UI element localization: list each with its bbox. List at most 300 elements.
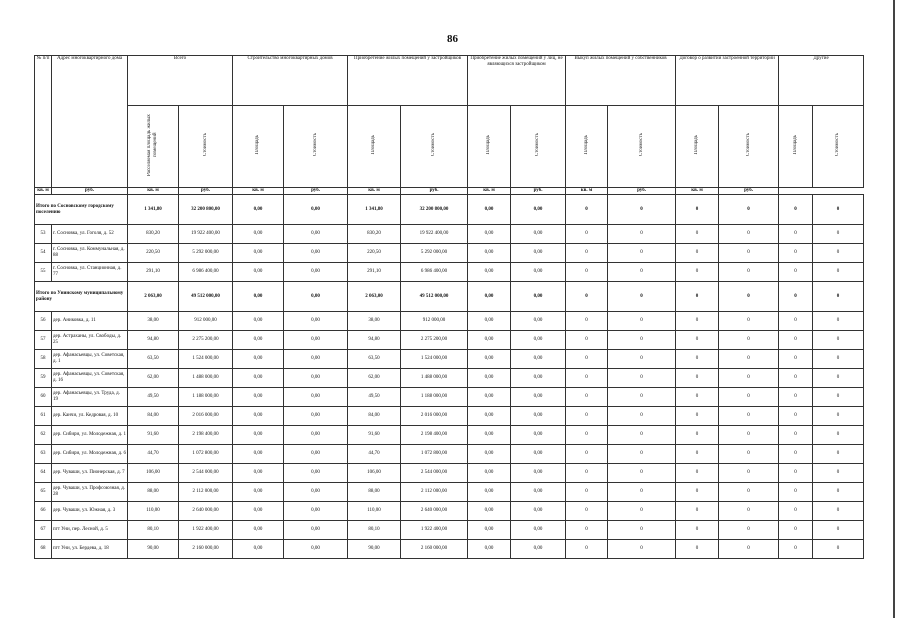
row-address: г. Сосновка, ул. Гоголя, д. 52 (52, 225, 128, 244)
row-number: 56 (35, 312, 52, 331)
value-cell: 88,00 (128, 483, 179, 502)
value-cell: 0 (566, 312, 608, 331)
subheader-row (35, 106, 864, 188)
value-cell: 106,00 (348, 464, 401, 483)
value-cell: 90,00 (128, 540, 179, 559)
row-address: дер. Афанасьевцы, ул. Советская, д. 1 (52, 350, 128, 369)
value-cell: 2 198 400,00 (401, 426, 468, 445)
value-cell: 0 (779, 369, 813, 388)
header-num: № п/п (35, 56, 52, 188)
table-row (35, 263, 864, 282)
value-cell: 0 (566, 225, 608, 244)
value-cell: 0 (566, 464, 608, 483)
subheader-label: Площадь (583, 135, 589, 155)
value-cell: 84,00 (128, 407, 179, 426)
value-cell: 0 (813, 282, 864, 312)
value-cell: 0,00 (511, 350, 566, 369)
value-cell: 0 (566, 502, 608, 521)
row-number: 64 (35, 464, 52, 483)
table-row (35, 464, 864, 483)
value-cell: 0,00 (468, 540, 511, 559)
value-cell: 0,00 (233, 282, 284, 312)
subheader-cell (233, 106, 284, 188)
value-cell: 0,00 (468, 350, 511, 369)
value-cell: 1 072 800,00 (401, 445, 468, 464)
value-cell: 0,00 (233, 540, 284, 559)
value-cell: 0 (608, 540, 676, 559)
subheader-cell (813, 106, 864, 188)
value-cell: 0,00 (468, 521, 511, 540)
value-cell: 0,00 (233, 244, 284, 263)
value-cell: 80,10 (128, 521, 179, 540)
table-row (35, 369, 864, 388)
total-row (35, 282, 864, 312)
value-cell: 1 922 400,00 (401, 521, 468, 540)
value-cell: 32 200 800,00 (401, 195, 468, 225)
value-cell: 0 (608, 331, 676, 350)
value-cell: 1 341,80 (348, 195, 401, 225)
header-group-buyout: Выкуп жилых помещений у собственников (566, 56, 676, 106)
value-cell: 2 198 400,00 (179, 426, 233, 445)
subheader-cell (566, 106, 608, 188)
value-cell: 0 (676, 312, 719, 331)
value-cell: 0,00 (284, 263, 348, 282)
value-cell: 0 (566, 263, 608, 282)
value-cell: 1 072 800,00 (179, 445, 233, 464)
value-cell: 88,00 (348, 483, 401, 502)
table-row (35, 426, 864, 445)
value-cell: 0 (719, 540, 779, 559)
row-number: 61 (35, 407, 52, 426)
value-cell: 0,00 (468, 426, 511, 445)
value-cell: 0 (676, 483, 719, 502)
value-cell: 63,50 (348, 350, 401, 369)
value-cell: 0,00 (511, 312, 566, 331)
value-cell: 0 (813, 483, 864, 502)
value-cell: 0,00 (284, 464, 348, 483)
value-cell: 0 (676, 388, 719, 407)
table-row (35, 502, 864, 521)
value-cell: 62,00 (348, 369, 401, 388)
row-address: дер. Сибири, ул. Молодежная, д. 1 (52, 426, 128, 445)
row-address: г. Сосновка, ул. Станционная, д. 77 (52, 263, 128, 282)
value-cell: 19 922 400,00 (401, 225, 468, 244)
value-cell: 0 (813, 540, 864, 559)
value-cell: 0,00 (511, 263, 566, 282)
value-cell: 0 (566, 282, 608, 312)
value-cell: 0,00 (468, 388, 511, 407)
value-cell: 0 (566, 407, 608, 426)
value-cell: 0,00 (468, 195, 511, 225)
value-cell: 0 (779, 426, 813, 445)
row-number: 53 (35, 225, 52, 244)
row-number: 57 (35, 331, 52, 350)
subheader-cell (179, 106, 233, 188)
value-cell: 0 (608, 282, 676, 312)
value-cell: 0,00 (511, 244, 566, 263)
unit-cell: руб. (284, 188, 348, 195)
value-cell: 0 (813, 388, 864, 407)
value-cell: 0 (779, 331, 813, 350)
margin-line (893, 0, 895, 618)
unit-cell: руб. (401, 188, 468, 195)
value-cell: 63,50 (128, 350, 179, 369)
value-cell: 91,60 (128, 426, 179, 445)
value-cell: 0,00 (468, 282, 511, 312)
value-cell: 0,00 (284, 244, 348, 263)
value-cell: 0,00 (233, 312, 284, 331)
value-cell: 0,00 (511, 445, 566, 464)
value-cell: 0,00 (468, 312, 511, 331)
value-cell: 2 160 000,00 (401, 540, 468, 559)
row-address: дер. Чуваши, ул. Южная, д. 3 (52, 502, 128, 521)
value-cell: 0,00 (511, 464, 566, 483)
value-cell: 0,00 (233, 195, 284, 225)
value-cell: 38,00 (128, 312, 179, 331)
header-group-other: Другие (779, 56, 864, 106)
value-cell: 912 000,00 (401, 312, 468, 331)
row-address: дер. Афанасьевцы, ул. Труда, д. 19 (52, 388, 128, 407)
subheader-label: Стоимость (312, 133, 318, 157)
value-cell: 0 (676, 540, 719, 559)
value-cell: 0 (676, 369, 719, 388)
value-cell: 2 112 000,00 (401, 483, 468, 502)
value-cell: 0,00 (511, 369, 566, 388)
value-cell: 0,00 (468, 483, 511, 502)
value-cell: 110,00 (348, 502, 401, 521)
value-cell: 220,50 (128, 244, 179, 263)
value-cell: 1 188 000,00 (401, 388, 468, 407)
subheader-cell (676, 106, 719, 188)
value-cell: 0 (676, 521, 719, 540)
value-cell: 0 (719, 483, 779, 502)
header-group-non-developers: Приобретение жилых помещений у лиц, не являющихся застройщиком (468, 56, 566, 106)
value-cell: 0,00 (284, 388, 348, 407)
value-cell: 0 (719, 263, 779, 282)
value-cell: 49 512 000,00 (401, 282, 468, 312)
value-cell: 0,00 (468, 369, 511, 388)
value-cell: 0 (779, 464, 813, 483)
row-address: дер. Афанасьевцы, ул. Советская, д. 16 (52, 369, 128, 388)
value-cell: 0 (608, 388, 676, 407)
value-cell: 0,00 (233, 464, 284, 483)
value-cell: 0 (566, 244, 608, 263)
value-cell: 1 524 000,00 (401, 350, 468, 369)
row-address: дер. Канчи, ул. Кедровая, д. 10 (52, 407, 128, 426)
subheader-label: Стоимость (202, 133, 208, 157)
value-cell: 1 488 000,00 (179, 369, 233, 388)
row-address: дер. Чуваши, ул. Пионерская, д. 7 (52, 464, 128, 483)
value-cell: 0 (779, 225, 813, 244)
subheader-cell (608, 106, 676, 188)
value-cell: 0,00 (284, 350, 348, 369)
value-cell: 0 (779, 312, 813, 331)
unit-cell: кв. м (676, 188, 719, 195)
value-cell: 0 (676, 426, 719, 445)
subheader-cell (348, 106, 401, 188)
subheader-label: Расселяемая площадь жилых помещений (147, 114, 158, 176)
subheader-cell (284, 106, 348, 188)
value-cell: 2 063,00 (348, 282, 401, 312)
value-cell: 0,00 (284, 540, 348, 559)
value-cell: 0,00 (284, 225, 348, 244)
row-address: дер. Сибири, ул. Молодежная, д. 6 (52, 445, 128, 464)
table-row (35, 483, 864, 502)
value-cell: 0 (813, 426, 864, 445)
value-cell: 0 (676, 263, 719, 282)
value-cell: 0 (779, 388, 813, 407)
value-cell: 0,00 (233, 445, 284, 464)
unit-cell: кв. м (348, 188, 401, 195)
value-cell: 0 (566, 195, 608, 225)
value-cell: 0 (566, 445, 608, 464)
value-cell: 2 275 200,00 (179, 331, 233, 350)
table-body (35, 56, 864, 559)
row-number: 66 (35, 502, 52, 521)
value-cell: 0,00 (284, 407, 348, 426)
row-number: 65 (35, 483, 52, 502)
table-row (35, 312, 864, 331)
subheader-label: Площадь (694, 135, 700, 155)
value-cell: 0 (779, 502, 813, 521)
value-cell: 0,00 (284, 312, 348, 331)
value-cell: 0 (719, 369, 779, 388)
value-cell: 0,00 (468, 502, 511, 521)
value-cell: 0,00 (233, 225, 284, 244)
page-number: 86 (447, 33, 458, 45)
value-cell: 0,00 (511, 407, 566, 426)
value-cell: 0 (813, 263, 864, 282)
value-cell: 0 (719, 331, 779, 350)
value-cell: 2 016 000,00 (401, 407, 468, 426)
value-cell: 0 (779, 263, 813, 282)
unit-cell: руб. (608, 188, 676, 195)
value-cell: 0,00 (511, 282, 566, 312)
total-label: Итого по Сосновскому городскому поселению (35, 195, 128, 225)
value-cell: 0 (676, 464, 719, 483)
value-cell: 0 (566, 540, 608, 559)
value-cell: 6 986 400,00 (401, 263, 468, 282)
table-row (35, 445, 864, 464)
value-cell: 0,00 (468, 331, 511, 350)
table-row (35, 244, 864, 263)
value-cell: 0,00 (284, 445, 348, 464)
header-group-total: Всего (128, 56, 233, 106)
value-cell: 0 (676, 502, 719, 521)
value-cell: 0,00 (511, 521, 566, 540)
value-cell: 220,50 (348, 244, 401, 263)
value-cell: 0 (779, 195, 813, 225)
value-cell: 0 (676, 225, 719, 244)
value-cell: 830,20 (128, 225, 179, 244)
value-cell: 0 (779, 282, 813, 312)
value-cell: 0 (608, 225, 676, 244)
value-cell: 0 (608, 502, 676, 521)
value-cell: 49,50 (348, 388, 401, 407)
value-cell: 84,00 (348, 407, 401, 426)
value-cell: 1 524 000,00 (179, 350, 233, 369)
value-cell: 0,00 (468, 225, 511, 244)
value-cell: 91,60 (348, 426, 401, 445)
value-cell: 0 (813, 350, 864, 369)
value-cell: 0,00 (233, 331, 284, 350)
value-cell: 0 (813, 407, 864, 426)
value-cell: 291,10 (128, 263, 179, 282)
subheader-cell (401, 106, 468, 188)
row-address: пгт Уни, пер. Лесной, д. 5 (52, 521, 128, 540)
value-cell: 0 (719, 350, 779, 369)
subheader-label: Стоимость (431, 133, 437, 157)
value-cell: 0 (566, 426, 608, 445)
value-cell: 0 (779, 540, 813, 559)
header-row (35, 56, 864, 106)
value-cell: 32 200 800,00 (179, 195, 233, 225)
total-row (35, 195, 864, 225)
value-cell: 106,00 (128, 464, 179, 483)
unit-cell: кв. м (128, 188, 179, 195)
value-cell: 0,00 (511, 195, 566, 225)
value-cell: 49,50 (128, 388, 179, 407)
housing-table (34, 55, 864, 559)
value-cell: 912 000,00 (179, 312, 233, 331)
value-cell: 0,00 (233, 263, 284, 282)
row-number: 67 (35, 521, 52, 540)
value-cell: 0 (608, 263, 676, 282)
value-cell: 0 (779, 521, 813, 540)
table-row (35, 540, 864, 559)
value-cell: 0,00 (233, 350, 284, 369)
value-cell: 0 (719, 464, 779, 483)
value-cell: 0 (676, 445, 719, 464)
value-cell: 0,00 (468, 445, 511, 464)
value-cell: 0,00 (233, 369, 284, 388)
unit-cell: кв. м (468, 188, 511, 195)
value-cell: 291,10 (348, 263, 401, 282)
value-cell: 2 544 000,00 (179, 464, 233, 483)
value-cell: 0 (608, 244, 676, 263)
row-address: пгт Уни, ул. Бердева, д. 18 (52, 540, 128, 559)
value-cell: 0,00 (284, 502, 348, 521)
value-cell: 38,00 (348, 312, 401, 331)
value-cell: 0 (813, 331, 864, 350)
subheader-label: Стоимость (745, 133, 751, 157)
value-cell: 44,70 (128, 445, 179, 464)
value-cell: 44,70 (348, 445, 401, 464)
row-number: 58 (35, 350, 52, 369)
value-cell: 0,00 (284, 483, 348, 502)
total-label: Итого по Унинскому муниципальному району (35, 282, 128, 312)
value-cell: 0 (608, 521, 676, 540)
value-cell: 0,00 (233, 502, 284, 521)
value-cell: 94,80 (128, 331, 179, 350)
unit-cell: руб. (52, 188, 128, 195)
value-cell: 0 (813, 195, 864, 225)
subheader-label: Стоимость (835, 133, 841, 157)
value-cell: 0,00 (284, 426, 348, 445)
row-address: дер. Чуваши, ул. Профсоюзная, д. 28 (52, 483, 128, 502)
value-cell: 0,00 (468, 407, 511, 426)
value-cell: 0,00 (284, 282, 348, 312)
value-cell: 0,00 (511, 388, 566, 407)
unit-cell: руб. (511, 188, 566, 195)
value-cell: 49 512 000,00 (179, 282, 233, 312)
value-cell: 1 188 000,00 (179, 388, 233, 407)
value-cell: 0 (779, 445, 813, 464)
value-cell: 0 (719, 282, 779, 312)
row-address: дер. Астраханы, ул. Свободы, д. 25 (52, 331, 128, 350)
subheader-label: Площадь (486, 135, 492, 155)
row-address: дер. Аниковка, д. 11 (52, 312, 128, 331)
header-group-construction: Строительство многоквартирных домов (233, 56, 348, 106)
table-row (35, 331, 864, 350)
row-number: 54 (35, 244, 52, 263)
row-address: г. Сосновка, ул. Коммунальная, д. 88 (52, 244, 128, 263)
value-cell: 0 (813, 464, 864, 483)
value-cell: 110,00 (128, 502, 179, 521)
value-cell: 830,20 (348, 225, 401, 244)
value-cell: 0 (813, 502, 864, 521)
value-cell: 0,00 (284, 521, 348, 540)
value-cell: 0,00 (233, 407, 284, 426)
value-cell: 0 (719, 407, 779, 426)
value-cell: 0 (566, 483, 608, 502)
header-address: Адрес многоквартирного дома (52, 56, 128, 188)
value-cell: 0 (608, 445, 676, 464)
subheader-label: Площадь (255, 135, 261, 155)
row-number: 62 (35, 426, 52, 445)
value-cell: 0 (608, 369, 676, 388)
value-cell: 6 986 400,00 (179, 263, 233, 282)
value-cell: 0,00 (233, 388, 284, 407)
unit-cell: кв. м (233, 188, 284, 195)
row-number: 55 (35, 263, 52, 282)
value-cell: 0 (779, 244, 813, 263)
value-cell: 0 (779, 350, 813, 369)
value-cell: 0 (608, 312, 676, 331)
value-cell: 0 (566, 331, 608, 350)
header-group-developers: Приобретение жилых помещений у застройщиков (348, 56, 468, 106)
value-cell: 0,00 (468, 464, 511, 483)
subheader-cell (511, 106, 566, 188)
value-cell: 2 160 000,00 (179, 540, 233, 559)
value-cell: 0,00 (233, 426, 284, 445)
value-cell: 0 (676, 350, 719, 369)
value-cell: 2 275 200,00 (401, 331, 468, 350)
value-cell: 0 (566, 369, 608, 388)
value-cell: 0,00 (511, 502, 566, 521)
value-cell: 0 (719, 195, 779, 225)
value-cell: 0,00 (468, 244, 511, 263)
value-cell: 0 (779, 407, 813, 426)
value-cell: 0,00 (511, 225, 566, 244)
value-cell: 0 (608, 195, 676, 225)
value-cell: 0,00 (284, 331, 348, 350)
table-row (35, 407, 864, 426)
value-cell: 1 488 000,00 (401, 369, 468, 388)
value-cell: 0 (719, 388, 779, 407)
unit-cell: руб. (179, 188, 233, 195)
value-cell: 0 (719, 225, 779, 244)
value-cell: 0 (813, 445, 864, 464)
value-cell: 2 544 000,00 (401, 464, 468, 483)
value-cell: 0 (719, 521, 779, 540)
value-cell: 0 (779, 483, 813, 502)
table-row (35, 225, 864, 244)
value-cell: 2 016 000,00 (179, 407, 233, 426)
value-cell: 2 640 000,00 (401, 502, 468, 521)
value-cell: 0,00 (511, 331, 566, 350)
subheader-label: Площадь (792, 135, 798, 155)
